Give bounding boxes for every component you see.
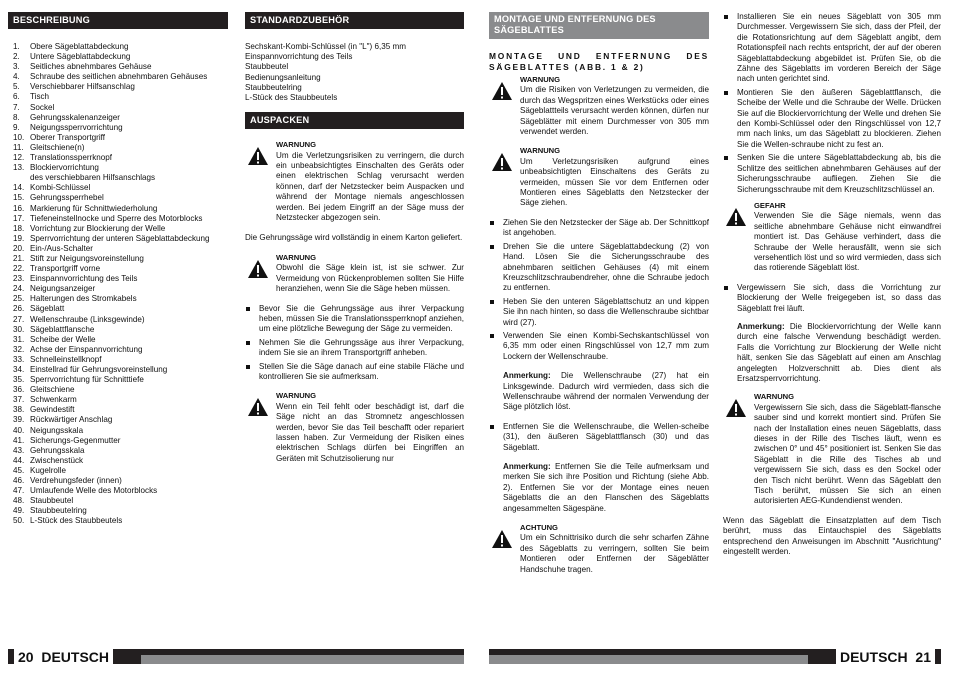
list-item: L-Stück des Staubbeutels bbox=[245, 93, 338, 103]
warning-title: WARNUNG bbox=[754, 392, 795, 402]
item-number: 15. bbox=[13, 193, 25, 203]
item-number: 49. bbox=[13, 506, 25, 516]
list-item: Bedienungsanleitung bbox=[245, 72, 321, 82]
list-item bbox=[13, 304, 228, 314]
list-item: Stellen Sie die Säge danach auf eine stabile Fläche und kontrollieren Sie sie aufmerksam. bbox=[245, 362, 464, 383]
item-number: 4. bbox=[13, 72, 20, 82]
item-number: 50. bbox=[13, 516, 25, 526]
list-item bbox=[13, 234, 228, 244]
warning-block bbox=[489, 146, 709, 208]
list-item bbox=[13, 335, 228, 345]
warning-icon bbox=[491, 152, 513, 175]
item-number: 38. bbox=[13, 405, 25, 415]
list-item bbox=[13, 395, 228, 405]
note-text: Die Blockiervorrichtung der Welle kann durch eine falsche Verwendung beschädigt werden. Falls die Vorrichtung zur Blockierung der Welle nicht hält, senken Sie das Sägeblatt auf einen am Anschlag angelegten Holzverschnitt ab. Dies dient als Ersatzsperrvorrichtung. bbox=[737, 321, 941, 383]
item-label: Markierung für Schnittwiederholung bbox=[30, 203, 158, 213]
item-number: 7. bbox=[13, 102, 20, 112]
section-header-standardzubehoer: STANDARDZUBEHÖR bbox=[245, 12, 464, 29]
list-item bbox=[13, 143, 228, 153]
item-number: 14. bbox=[13, 183, 25, 193]
item-number: 27. bbox=[13, 314, 25, 324]
list-item bbox=[13, 284, 228, 294]
item-label: Tisch bbox=[30, 92, 50, 102]
warning-icon bbox=[247, 146, 269, 169]
list-item bbox=[13, 405, 228, 415]
item-label: Sägeblattflansche bbox=[30, 324, 95, 334]
list-item bbox=[13, 446, 228, 456]
item-label: Kugelrolle bbox=[30, 465, 66, 475]
list-item bbox=[13, 375, 228, 385]
caution-block bbox=[489, 523, 709, 575]
list-item: Einspannvorrichtung des Teils bbox=[245, 52, 353, 62]
paragraph: Wenn das Sägeblatt die Einsatzplatten auf dem Tisch berührt, muss das Eintauchspiel des Sägeblatts entsprechend den Anweisungen im Abschnitt "Ausrichtung" eingestellt werden. bbox=[723, 515, 941, 557]
warning-icon bbox=[247, 397, 269, 420]
list-item: Drehen Sie die untere Sägeblattabdeckung (2) von Hand. Lösen Sie die Sicherungsschraube des abnehmbaren seitlichen Gehäuses (4) mit einem Kreuzschlitzschraubendreher, ohne die Schraube jedoch zu entfernen. bbox=[489, 242, 709, 294]
item-label: Stift zur Neigungsvoreinstellung bbox=[30, 253, 144, 263]
item-label: Kombi-Schlüssel bbox=[30, 183, 91, 193]
list-item bbox=[13, 415, 228, 425]
item-label: Neigungssperrvorrichtung bbox=[30, 122, 123, 132]
parts-list bbox=[13, 42, 228, 527]
item-label: Obere Sägeblattabdeckung bbox=[30, 42, 129, 51]
footer-language: DEUTSCH bbox=[839, 648, 908, 665]
bullet-list bbox=[723, 12, 941, 195]
section-header-beschreibung: BESCHREIBUNG bbox=[8, 12, 228, 29]
item-label: Gewindestift bbox=[30, 405, 75, 415]
note-label: Anmerkung: bbox=[503, 462, 551, 471]
item-label: Gleitschiene bbox=[30, 385, 75, 395]
list-item bbox=[13, 496, 228, 506]
list-item bbox=[13, 436, 228, 446]
warning-icon bbox=[491, 81, 513, 104]
item-label: Gehrungsskalenanzeiger bbox=[30, 112, 120, 122]
item-label: Rückwärtiger Anschlag bbox=[30, 415, 113, 425]
bullet-list bbox=[489, 218, 709, 362]
list-item bbox=[13, 214, 228, 224]
section-header-auspacken: AUSPACKEN bbox=[245, 112, 464, 129]
list-item bbox=[13, 264, 228, 274]
warning-text: Obwohl die Säge klein ist, ist sie schwer. Zur Vermeidung von Rückenproblemen sollten Sie Hilfe heranziehen, wenn Sie die Säge heben müssen. bbox=[276, 263, 464, 294]
list-item bbox=[13, 244, 228, 254]
warning-text: Um die Risiken von Verletzungen zu vermeiden, die durch das Wegspritzen eines Werkstücks oder eines Sägeblattteils verursacht werden können, dürfen nur Sägeblätter mit einem Durchmesser von 305 mm verwendet werden. bbox=[520, 85, 709, 137]
item-label: Gehrungssperrhebel bbox=[30, 193, 104, 203]
column-montage bbox=[489, 12, 709, 575]
list-item bbox=[13, 466, 228, 476]
list-item bbox=[13, 123, 228, 133]
subsection-title: MONTAGE UND ENTFERNUNG DES SÄGEBLATTES (ABB. 1 & 2) bbox=[489, 51, 709, 72]
list-item bbox=[13, 82, 228, 92]
column-beschreibung bbox=[8, 12, 228, 527]
warning-text: Vergewissern Sie sich, dass die Sägeblatt-flansche sauber sind und korrekt montiert sind. Prüfen Sie nach der Installation eines neuen Sägeblatts, dass dieses in der Rille des Tisches läuft, wenn es zwischen 0° und 45° positioniert ist. Senken Sie das Sägeblatt in die Rille des Tisches ab und vergewissern Sie sich, dass es den Sockel oder den Tisch nicht berührt. Wenn das Sägeblatt den Tisch berührt, müssen Sie sich an einen autorisierten AEG-Kundendienst wenden. bbox=[754, 402, 941, 506]
footer-accent bbox=[141, 655, 464, 664]
item-label: Vorrichtung zur Blockierung der Welle bbox=[30, 223, 166, 233]
note-label: Anmerkung: bbox=[737, 321, 785, 331]
list-item bbox=[13, 426, 228, 436]
item-number: 39. bbox=[13, 415, 25, 425]
item-label: Oberer Transportgriff bbox=[30, 132, 105, 142]
list-item bbox=[13, 345, 228, 355]
item-label: Blockiervorrichtung bbox=[30, 163, 99, 173]
list-item bbox=[13, 516, 228, 526]
list-item bbox=[13, 506, 228, 516]
list-item: Heben Sie den unteren Sägeblattschutz an und kippen Sie ihn nach hinten, so dass die Wellenschraube sichtbar wird (27). bbox=[489, 297, 709, 328]
item-label: Transportgriff vorne bbox=[30, 264, 101, 274]
item-number: 32. bbox=[13, 344, 25, 354]
item-number: 16. bbox=[13, 203, 25, 213]
list-item bbox=[13, 476, 228, 486]
item-label: Schwenkarm bbox=[30, 395, 77, 405]
item-number: 10. bbox=[13, 132, 25, 142]
item-number: 6. bbox=[13, 92, 20, 102]
warning-title: WARNUNG bbox=[276, 252, 317, 262]
item-number: 23. bbox=[13, 274, 25, 284]
item-number: 17. bbox=[13, 213, 25, 223]
item-label: Schraube des seitlichen abnehmbaren Gehäuses bbox=[30, 72, 208, 82]
item-number: 9. bbox=[13, 122, 20, 132]
note-paragraph bbox=[723, 322, 941, 384]
warning-text: Wenn ein Teil fehlt oder beschädigt ist, darf die Säge nicht an das Stromnetz angeschlossen werden, bevor Sie das Teil beschafft oder repariert lassen haben. Zur Vermeidung der Risiken eines elektrischen Schlags dürfen bei Eingriffen an Geräten mit Schutzisolierung nur bbox=[276, 401, 464, 463]
list-item bbox=[13, 113, 228, 123]
item-number: 25. bbox=[13, 294, 25, 304]
item-label: Verdrehungsfeder (innen) bbox=[30, 476, 122, 486]
item-label: Schnelleinstellknopf bbox=[30, 354, 102, 364]
item-number: 20. bbox=[13, 243, 25, 253]
list-item bbox=[13, 274, 228, 284]
list-item bbox=[13, 183, 228, 193]
danger-block bbox=[723, 201, 941, 274]
list-item bbox=[13, 456, 228, 466]
danger-text: Verwenden Sie die Säge niemals, wenn das seitliche abnehmbare Gehäuse nicht einwandfrei montiert ist. Das Gehäuse verhindert, dass die Schraube der Welle herausfällt, wenn sie sich versehentlich löst und so wird vermieden, dass sich das rotierende Sägeblatt löst. bbox=[754, 211, 941, 273]
item-label: Translationssperrknopf bbox=[30, 153, 113, 163]
item-label: L-Stück des Staubbeutels bbox=[30, 516, 123, 526]
item-label: Sockel bbox=[30, 102, 55, 112]
list-item bbox=[13, 92, 228, 102]
item-label: Neigungsanzeiger bbox=[30, 284, 96, 294]
list-item: Montieren Sie den äußeren Sägeblattflansch, die Scheibe der Welle und die Schraube der Welle. Drücken Sie auf die Blockiervorrichtung der Welle und drehen Sie den Kombi-Schlüssel oder den Ringschlüssel von 12,7 mm nach links, um das Sägeblatt zu blockieren. Ziehen Sie die Wellen-schraube nicht zu fest an. bbox=[723, 88, 941, 150]
note-paragraph bbox=[489, 371, 709, 413]
item-label: Achse der Einspannvorrichtung bbox=[30, 344, 143, 354]
accessory-list bbox=[245, 42, 464, 103]
footer-accent bbox=[489, 655, 808, 664]
list-item: Staubbeutel bbox=[245, 62, 289, 72]
item-number: 5. bbox=[13, 82, 20, 92]
footer-left bbox=[8, 649, 464, 664]
warning-title: WARNUNG bbox=[520, 146, 561, 156]
list-item bbox=[13, 254, 228, 264]
item-number: 1. bbox=[13, 42, 20, 51]
list-item bbox=[13, 163, 228, 173]
page-number: DEUTSCH 21 bbox=[836, 649, 935, 665]
list-item bbox=[13, 62, 228, 72]
footer-bar bbox=[489, 649, 836, 664]
column-montage-continued bbox=[723, 12, 941, 558]
warning-title: WARNUNG bbox=[276, 391, 317, 401]
list-item: Vergewissern Sie sich, dass die Vorrichtung zur Blockierung der Welle freigegeben ist, so dass das Sägeblatt frei läuft. bbox=[723, 283, 941, 314]
list-item bbox=[13, 224, 228, 234]
warning-text: Um die Verletzungsrisiken zu verringern, die durch ein unbeabsichtigtes Einschalten des Geräts oder einen elektrischen Schlag verursacht werden können, darf der Netzstecker beim Auspacken und während der Montage niemals angeschlossen werden. Bei jedem Eingriff an der Säge muss der Netzstecker abgezogen sein. bbox=[276, 150, 464, 223]
item-label: Staubbeutel bbox=[30, 496, 74, 506]
item-label: Scheibe der Welle bbox=[30, 334, 96, 344]
item-number: 44. bbox=[13, 455, 25, 465]
list-item bbox=[13, 193, 228, 203]
list-item: Entfernen Sie die Wellenschraube, die Wellen-scheibe (31), den äußeren Sägeblattflansch (30) und das Sägeblatt. bbox=[489, 422, 709, 453]
item-number: 46. bbox=[13, 476, 25, 486]
item-label: Halterungen des Stromkabels bbox=[30, 294, 137, 304]
list-item: Senken Sie die untere Sägeblattabdeckung ab, bis die Schlitze des seitlichen abnehmbaren Gehäuses auf der Sicherungsschraube aufliegen. Ziehen Sie die Sicherungsschraube mit dem Kreuzschlitzschlüssel an. bbox=[723, 153, 941, 195]
item-label: Sägeblatt bbox=[30, 304, 65, 314]
item-label: Einstellrad für Gehrungsvoreinstellung bbox=[30, 365, 168, 374]
section-header-montage: MONTAGE UND ENTFERNUNG DES SÄGEBLATTES bbox=[489, 12, 709, 39]
paragraph: Die Gehrungssäge wird vollständig in einem Karton geliefert. bbox=[245, 233, 463, 243]
list-item: Ziehen Sie den Netzstecker der Säge ab. Der Schnittkopf ist angehoben. bbox=[489, 218, 709, 239]
list-item bbox=[13, 315, 228, 325]
note-text: Entfernen Sie die Teile aufmerksam und merken Sie sich ihre Position und Richtung (siehe Abb. 2). Entfernen Sie vor der Montage eines neuen Sägeblatts die an den Flanschen des Sägeblatts angesammelten Sägespäne. bbox=[503, 462, 710, 513]
item-number: 45. bbox=[13, 465, 25, 475]
caution-title: ACHTUNG bbox=[520, 523, 558, 533]
item-number: 21. bbox=[13, 253, 25, 263]
list-item bbox=[13, 355, 228, 365]
list-item bbox=[13, 385, 228, 395]
list-item bbox=[13, 103, 228, 113]
list-item bbox=[13, 52, 228, 62]
note-text: Die Wellenschraube (27) hat ein Linksgewinde. Dadurch wird vermieden, dass sich die Wellenschraube während der normalen Verwendung der Säge plötzlich löst. bbox=[503, 371, 709, 412]
list-item bbox=[13, 204, 228, 214]
warning-block bbox=[245, 391, 464, 464]
item-number: 43. bbox=[13, 445, 25, 455]
item-label: Zwischenstück bbox=[30, 455, 84, 465]
item-label: Tiefeneinstellnocke und Sperre des Motorblocks bbox=[30, 213, 203, 223]
list-item: Verwenden Sie einen Kombi-Sechskantschlüssel von 6,35 mm oder einen Ringschlüssel von 12,7 mm zum Lockern der Wellenschraube. bbox=[489, 331, 709, 362]
item-number: 48. bbox=[13, 496, 25, 506]
warning-block bbox=[723, 392, 941, 506]
list-item: Nehmen Sie die Gehrungssäge aus ihrer Verpackung, indem Sie sie an ihrem Transportgriff anheben. bbox=[245, 338, 464, 359]
warning-block bbox=[489, 75, 709, 137]
item-label: Gehrungsskala bbox=[30, 445, 85, 455]
bullet-list bbox=[489, 422, 709, 453]
item-number: 3. bbox=[13, 62, 20, 72]
item-number: 26. bbox=[13, 304, 25, 314]
item-label: Untere Sägeblattabdeckung bbox=[30, 52, 131, 62]
list-item: Staubbeutelring bbox=[245, 82, 302, 92]
list-item: Sechskant-Kombi-Schlüssel (in "L") 6,35 mm bbox=[245, 42, 406, 51]
list-item bbox=[13, 133, 228, 143]
item-label: Staubbeutelring bbox=[30, 506, 87, 516]
bullet-list bbox=[245, 304, 464, 383]
item-label: Sperrvorrichtung der unteren Sägeblattabdeckung bbox=[30, 233, 210, 243]
item-number: 18. bbox=[13, 223, 25, 233]
item-label: des verschiebbaren Hilfsanschlags bbox=[30, 173, 156, 183]
page-number: 20 DEUTSCH bbox=[14, 649, 113, 665]
list-item: Installieren Sie ein neues Sägeblatt von 305 mm Durchmesser. Vergewissern Sie sich, dass der Pfeil, der die Rotationsrichtung auf dem Sägeblatt angibt, dem Rotationspfeil nach rechts entspricht, der auf der oberen Sägeblattabdeckung abgebildet ist. Prüfen Sie, ob die Zähne des Sägeblatts im vorderen Bereich der Säge nach unten gerichtet sind. bbox=[723, 12, 941, 85]
warning-block bbox=[245, 253, 464, 295]
item-number: 41. bbox=[13, 435, 25, 445]
item-number: 22. bbox=[13, 264, 25, 274]
warning-icon bbox=[725, 398, 747, 421]
item-number: 2. bbox=[13, 52, 20, 62]
item-number: 35. bbox=[13, 375, 25, 385]
footer-right bbox=[489, 649, 941, 664]
item-label: Einspannvorrichtung des Teils bbox=[30, 274, 138, 284]
item-label: Neigungsskala bbox=[30, 425, 84, 435]
list-item bbox=[13, 72, 228, 82]
list-item bbox=[13, 325, 228, 335]
item-label: Ein-/Aus-Schalter bbox=[30, 243, 93, 253]
note-label: Anmerkung: bbox=[503, 371, 551, 381]
bullet-list bbox=[723, 283, 941, 314]
footer-bar bbox=[935, 649, 941, 664]
item-label: Sperrvorrichtung für Schnitttiefe bbox=[30, 375, 144, 385]
list-item bbox=[13, 173, 228, 183]
warning-icon bbox=[247, 259, 269, 282]
caution-text: Um ein Schnittrisiko durch die sehr scharfen Zähne des Sägeblatts zu verringern, sollten Sie beim Montieren oder Entfernen der Sägeblätter Handschuhe tragen. bbox=[520, 533, 709, 574]
warning-text: Um Verletzungsrisiken aufgrund eines unbeabsichtigten Einschaltens des Geräts zu vermeiden, müssen Sie vor dem Entfernen oder Montieren eines Sägeblatts den Netzstecker der Säge ziehen. bbox=[520, 156, 709, 208]
warning-block bbox=[245, 140, 464, 223]
item-number: 13. bbox=[13, 163, 25, 173]
item-number: 19. bbox=[13, 233, 25, 243]
list-item bbox=[13, 153, 228, 163]
item-number: 34. bbox=[13, 365, 25, 374]
item-label: Verschiebbarer Hilfsanschlag bbox=[30, 82, 135, 92]
item-label: Gleitschiene(n) bbox=[30, 142, 85, 152]
list-item bbox=[13, 486, 228, 496]
item-number: 11. bbox=[13, 142, 24, 152]
column-standardzubehoer bbox=[245, 12, 464, 464]
item-number: 37. bbox=[13, 395, 25, 405]
item-number: 36. bbox=[13, 385, 25, 395]
item-number: 30. bbox=[13, 324, 25, 334]
danger-title: GEFAHR bbox=[754, 200, 786, 210]
warning-icon bbox=[725, 207, 747, 230]
footer-bar bbox=[113, 649, 464, 664]
item-number: 24. bbox=[13, 284, 25, 294]
item-number: 40. bbox=[13, 425, 25, 435]
list-item: Bevor Sie die Gehrungssäge aus ihrer Verpackung heben, müssen Sie die Translationssperrknopf anziehen, um eine plötzliche Bewegung der Säge zu vermeiden. bbox=[245, 304, 464, 335]
item-label: Wellenschraube (Linksgewinde) bbox=[30, 314, 145, 324]
item-number bbox=[13, 173, 30, 183]
item-number: 12. bbox=[13, 153, 25, 163]
warning-title: WARNUNG bbox=[520, 75, 561, 84]
item-number: 33. bbox=[13, 354, 25, 364]
footer-language: DEUTSCH bbox=[41, 648, 110, 665]
warning-title: WARNUNG bbox=[276, 140, 317, 150]
list-item bbox=[13, 294, 228, 304]
item-label: Sicherungs-Gegenmutter bbox=[30, 435, 121, 445]
item-number: 47. bbox=[13, 486, 25, 496]
item-label: Seitliches abnehmbares Gehäuse bbox=[30, 62, 152, 72]
item-number: 8. bbox=[13, 112, 20, 122]
warning-icon bbox=[491, 529, 513, 552]
list-item bbox=[13, 42, 228, 52]
item-label: Umlaufende Welle des Motorblocks bbox=[30, 486, 158, 496]
item-number: 31. bbox=[13, 334, 25, 344]
note-paragraph bbox=[489, 462, 709, 514]
list-item bbox=[13, 365, 228, 375]
